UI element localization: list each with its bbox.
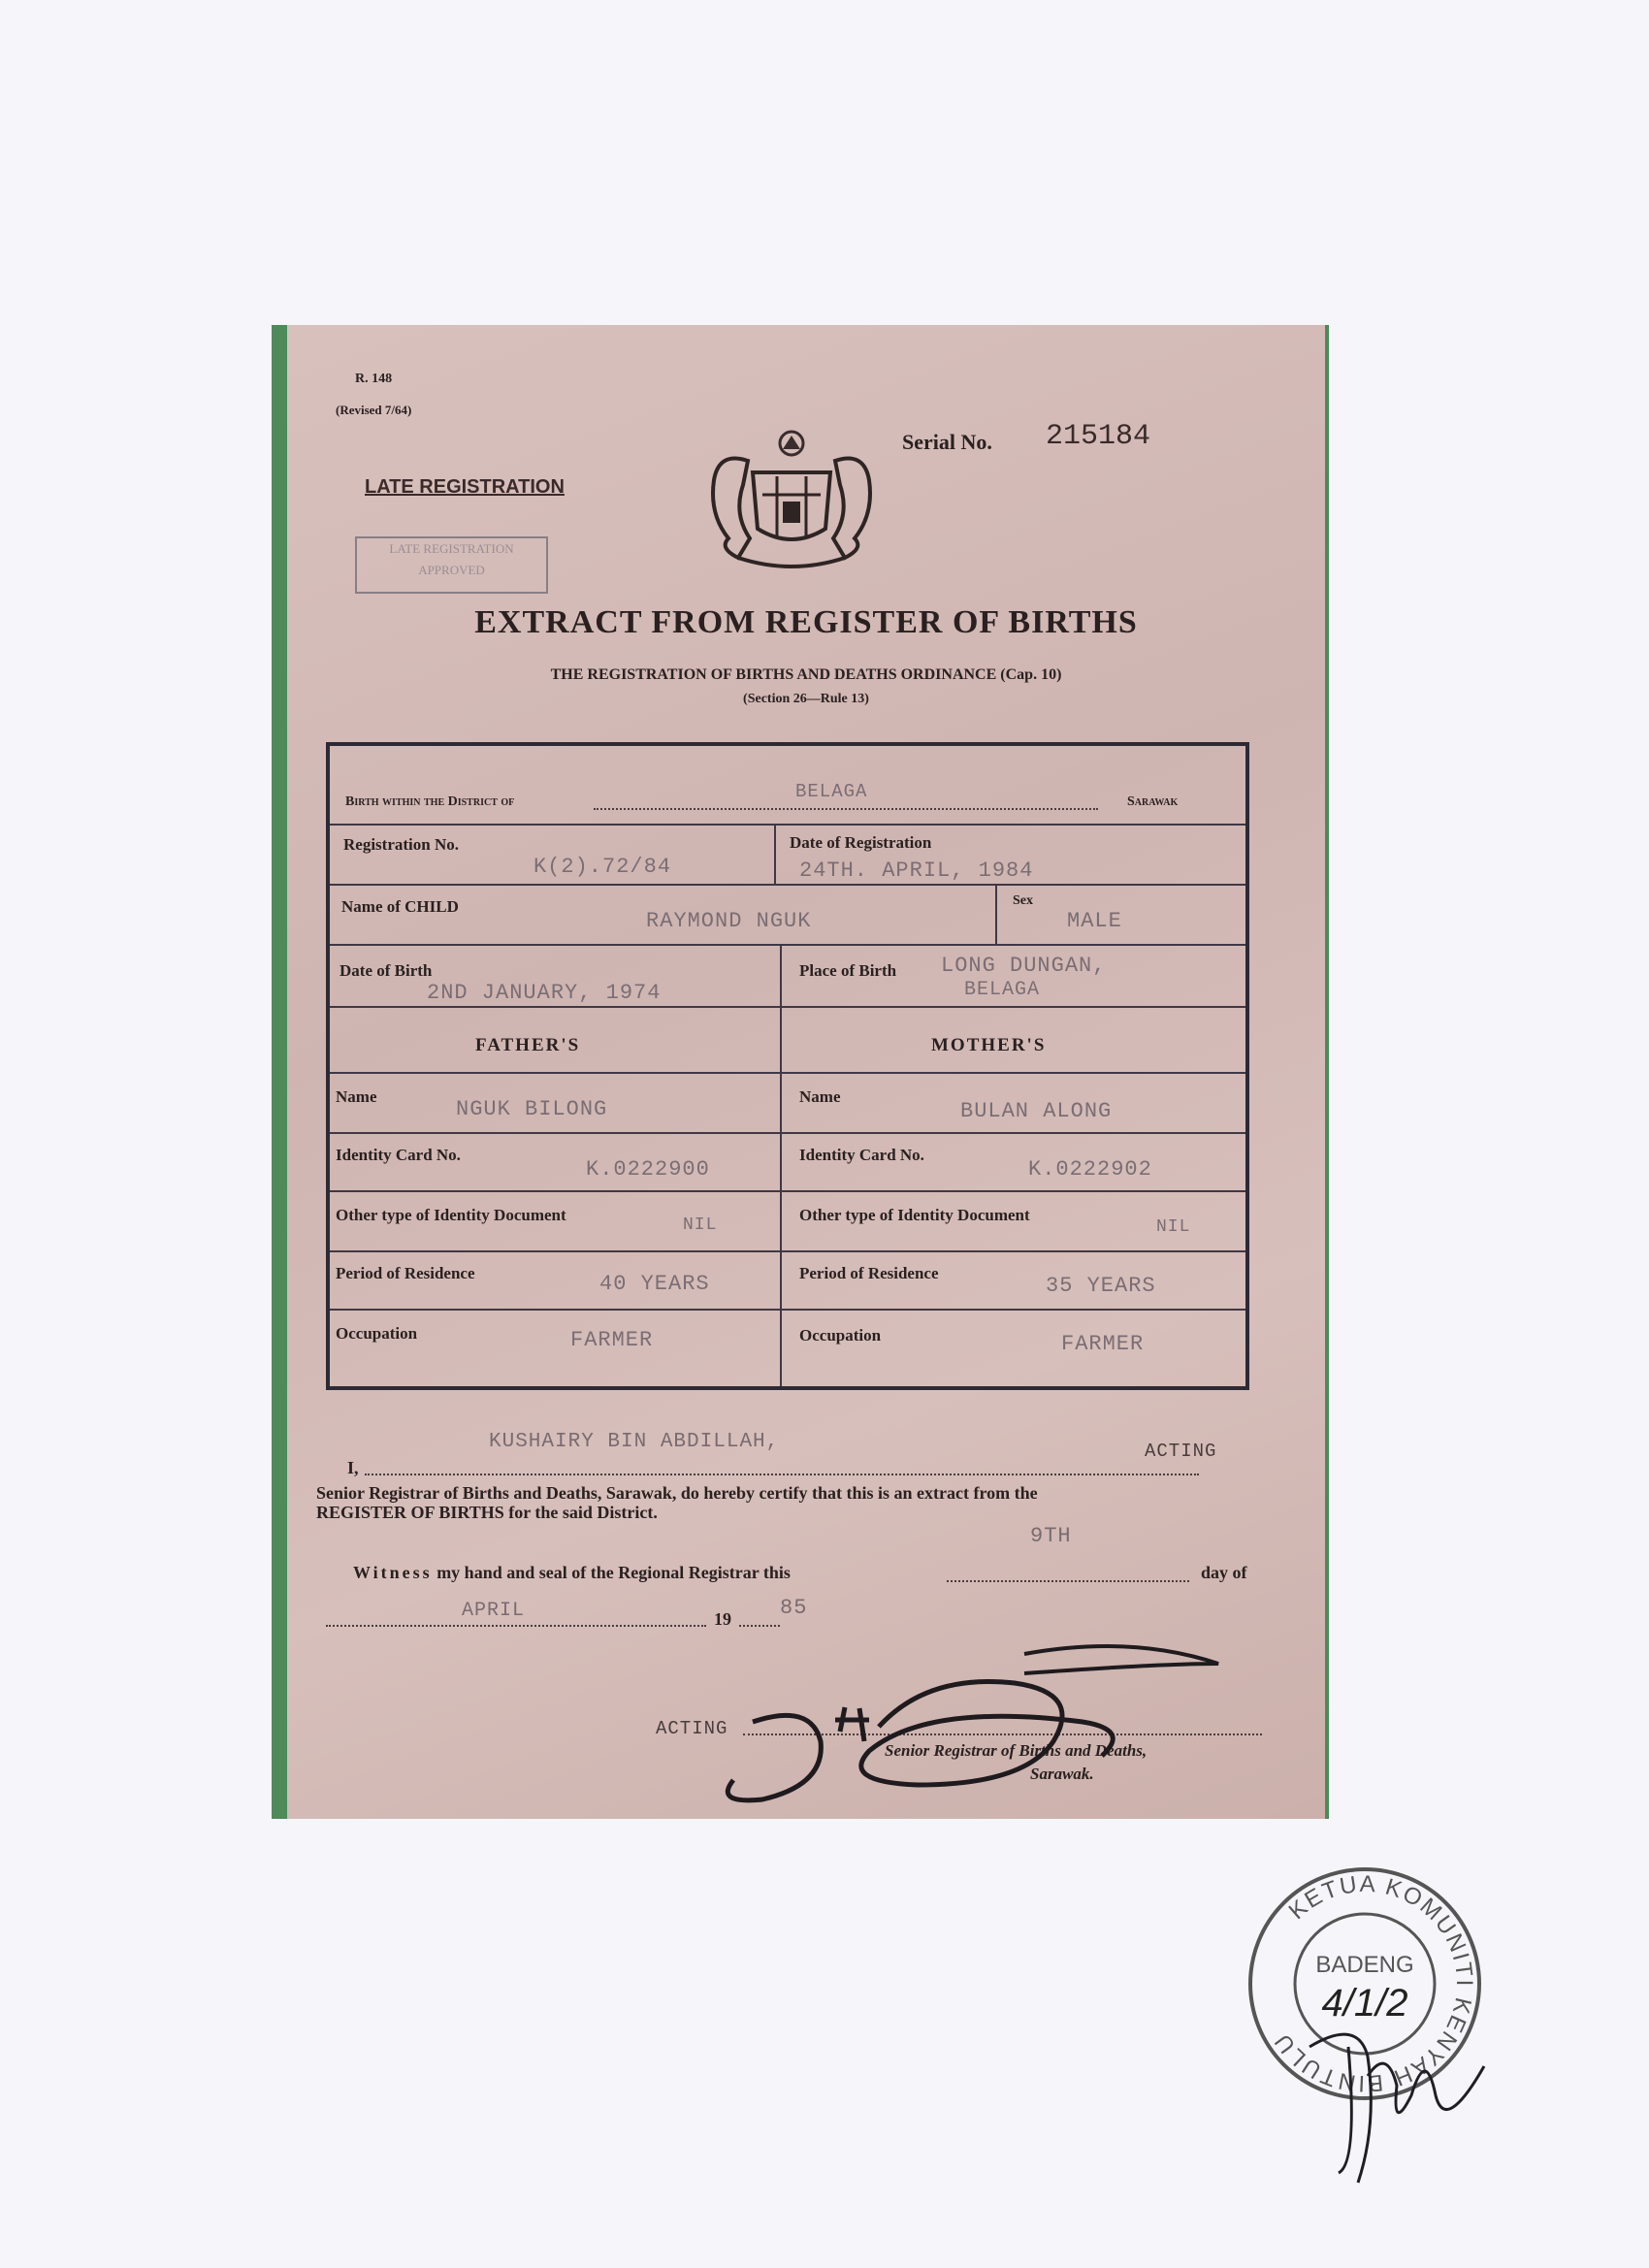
stamp-signature — [1300, 2008, 1494, 2192]
day-of: day of — [1201, 1563, 1247, 1582]
child-name-label: Name of CHILD — [341, 897, 459, 916]
witness-text: my hand and seal of the Regional Registrar this — [436, 1563, 791, 1582]
registrar-acting: ACTING — [1145, 1441, 1217, 1462]
registrar-dotted-line — [365, 1474, 1199, 1475]
document-title: EXTRACT FROM REGISTER OF BIRTHS — [474, 604, 1138, 640]
district-value: BELAGA — [795, 781, 868, 802]
father-residence-value: 40 YEARS — [599, 1272, 710, 1296]
year-prefix: 19 — [714, 1609, 731, 1629]
certification-line1: Senior Registrar of Births and Deaths, Sarawak, do hereby certify that this is an extract from the — [316, 1483, 1038, 1503]
witness-prefix: Witness — [353, 1563, 433, 1582]
row-divider — [330, 1132, 1245, 1134]
father-name-value: NGUK BILONG — [456, 1097, 608, 1121]
document-section: (Section 26—Rule 13) — [743, 692, 869, 706]
mother-heading: MOTHER'S — [931, 1035, 1047, 1055]
signature-title-line2: Sarawak. — [1030, 1765, 1094, 1783]
cert-month: APRIL — [462, 1600, 526, 1622]
faded-stamp-line2: APPROVED — [418, 563, 485, 577]
date-of-registration-label: Date of Registration — [790, 833, 932, 852]
dob-label: Date of Birth — [340, 961, 433, 980]
mother-other-id-value: NIL — [1156, 1217, 1191, 1237]
father-other-id-label: Other type of Identity Document — [336, 1206, 566, 1224]
column-divider — [774, 824, 776, 884]
district-dotted-line — [594, 808, 1098, 810]
father-ic-value: K.0222900 — [586, 1157, 710, 1182]
row-divider — [330, 944, 1245, 946]
date-of-registration-value: 24TH. APRIL, 1984 — [799, 859, 1034, 883]
faded-approval-stamp — [355, 536, 548, 594]
mother-residence-label: Period of Residence — [799, 1264, 939, 1282]
mother-other-id-label: Other type of Identity Document — [799, 1206, 1030, 1224]
birth-certificate — [287, 325, 1325, 1819]
certification-statement — [316, 1483, 1296, 1522]
row-divider — [330, 1309, 1245, 1311]
cert-i: I, — [347, 1458, 359, 1477]
pob-value-line2: BELAGA — [964, 979, 1041, 1001]
month-dotted-line — [326, 1625, 706, 1627]
coat-of-arms-emblem — [690, 422, 893, 572]
center-column-divider — [780, 944, 782, 1318]
faded-stamp-line1: LATE REGISTRATION — [389, 541, 514, 556]
stamp-ring-text: KETUA KOMUNITI KENYAH BINTULU — [1268, 1870, 1478, 2097]
form-revised: (Revised 7/64) — [336, 403, 412, 417]
stamp-date: 4/1/2 — [1321, 1982, 1408, 2025]
center-column-divider — [780, 1309, 782, 1386]
row-divider — [330, 1006, 1245, 1008]
father-occupation-value: FARMER — [570, 1328, 654, 1352]
day-dotted-line — [947, 1580, 1189, 1582]
form-code: R. 148 — [355, 372, 393, 386]
registration-no-value: K(2).72/84 — [534, 855, 672, 879]
father-ic-label: Identity Card No. — [336, 1146, 461, 1164]
father-heading: FATHER'S — [475, 1035, 581, 1055]
row-divider — [330, 1072, 1245, 1074]
row-divider — [330, 884, 1245, 886]
father-name-label: Name — [336, 1087, 377, 1106]
row-divider — [330, 1250, 1245, 1252]
signature-title-line1: Senior Registrar of Births and Deaths, — [885, 1741, 1148, 1760]
sign-acting: ACTING — [656, 1718, 728, 1739]
serial-label: Serial No. — [902, 430, 992, 454]
father-occupation-label: Occupation — [336, 1324, 418, 1343]
cert-day: 9TH — [1030, 1524, 1072, 1548]
column-divider — [995, 884, 997, 944]
birth-record-table — [326, 742, 1249, 1390]
late-registration-label: LATE REGISTRATION — [365, 476, 565, 498]
row-divider — [330, 824, 1245, 826]
certification-line2: REGISTER OF BIRTHS for the said District. — [316, 1503, 658, 1522]
mother-occupation-value: FARMER — [1061, 1332, 1145, 1356]
serial-number: 215184 — [1046, 420, 1151, 453]
father-other-id-value: NIL — [683, 1215, 718, 1235]
document-subtitle: THE REGISTRATION OF BIRTHS AND DEATHS ORDINANCE (Cap. 10) — [550, 666, 1062, 683]
mother-ic-value: K.0222902 — [1028, 1157, 1152, 1182]
cert-year: 85 — [780, 1596, 808, 1620]
pob-label: Place of Birth — [799, 961, 897, 980]
mother-name-label: Name — [799, 1087, 841, 1106]
district-label: Birth within the District of — [345, 794, 515, 809]
mother-occupation-label: Occupation — [799, 1326, 882, 1345]
sex-value: MALE — [1067, 909, 1122, 933]
dob-value: 2ND JANUARY, 1974 — [427, 981, 662, 1005]
mother-name-value: BULAN ALONG — [960, 1099, 1113, 1123]
mother-residence-value: 35 YEARS — [1046, 1274, 1156, 1298]
mother-ic-label: Identity Card No. — [799, 1146, 924, 1164]
sex-label: Sex — [1013, 893, 1033, 908]
witness-line — [353, 1563, 791, 1583]
father-residence-label: Period of Residence — [336, 1264, 475, 1282]
registration-no-label: Registration No. — [343, 835, 459, 854]
pob-value-line1: LONG DUNGAN, — [941, 954, 1107, 978]
registrar-signature — [675, 1615, 1238, 1809]
row-divider — [330, 1190, 1245, 1192]
registrar-name: KUSHAIRY BIN ABDILLAH, — [489, 1431, 780, 1453]
stamp-center-text: BADENG — [1315, 1952, 1414, 1978]
child-name-value: RAYMOND NGUK — [646, 909, 812, 933]
district-suffix: Sarawak — [1127, 794, 1179, 809]
